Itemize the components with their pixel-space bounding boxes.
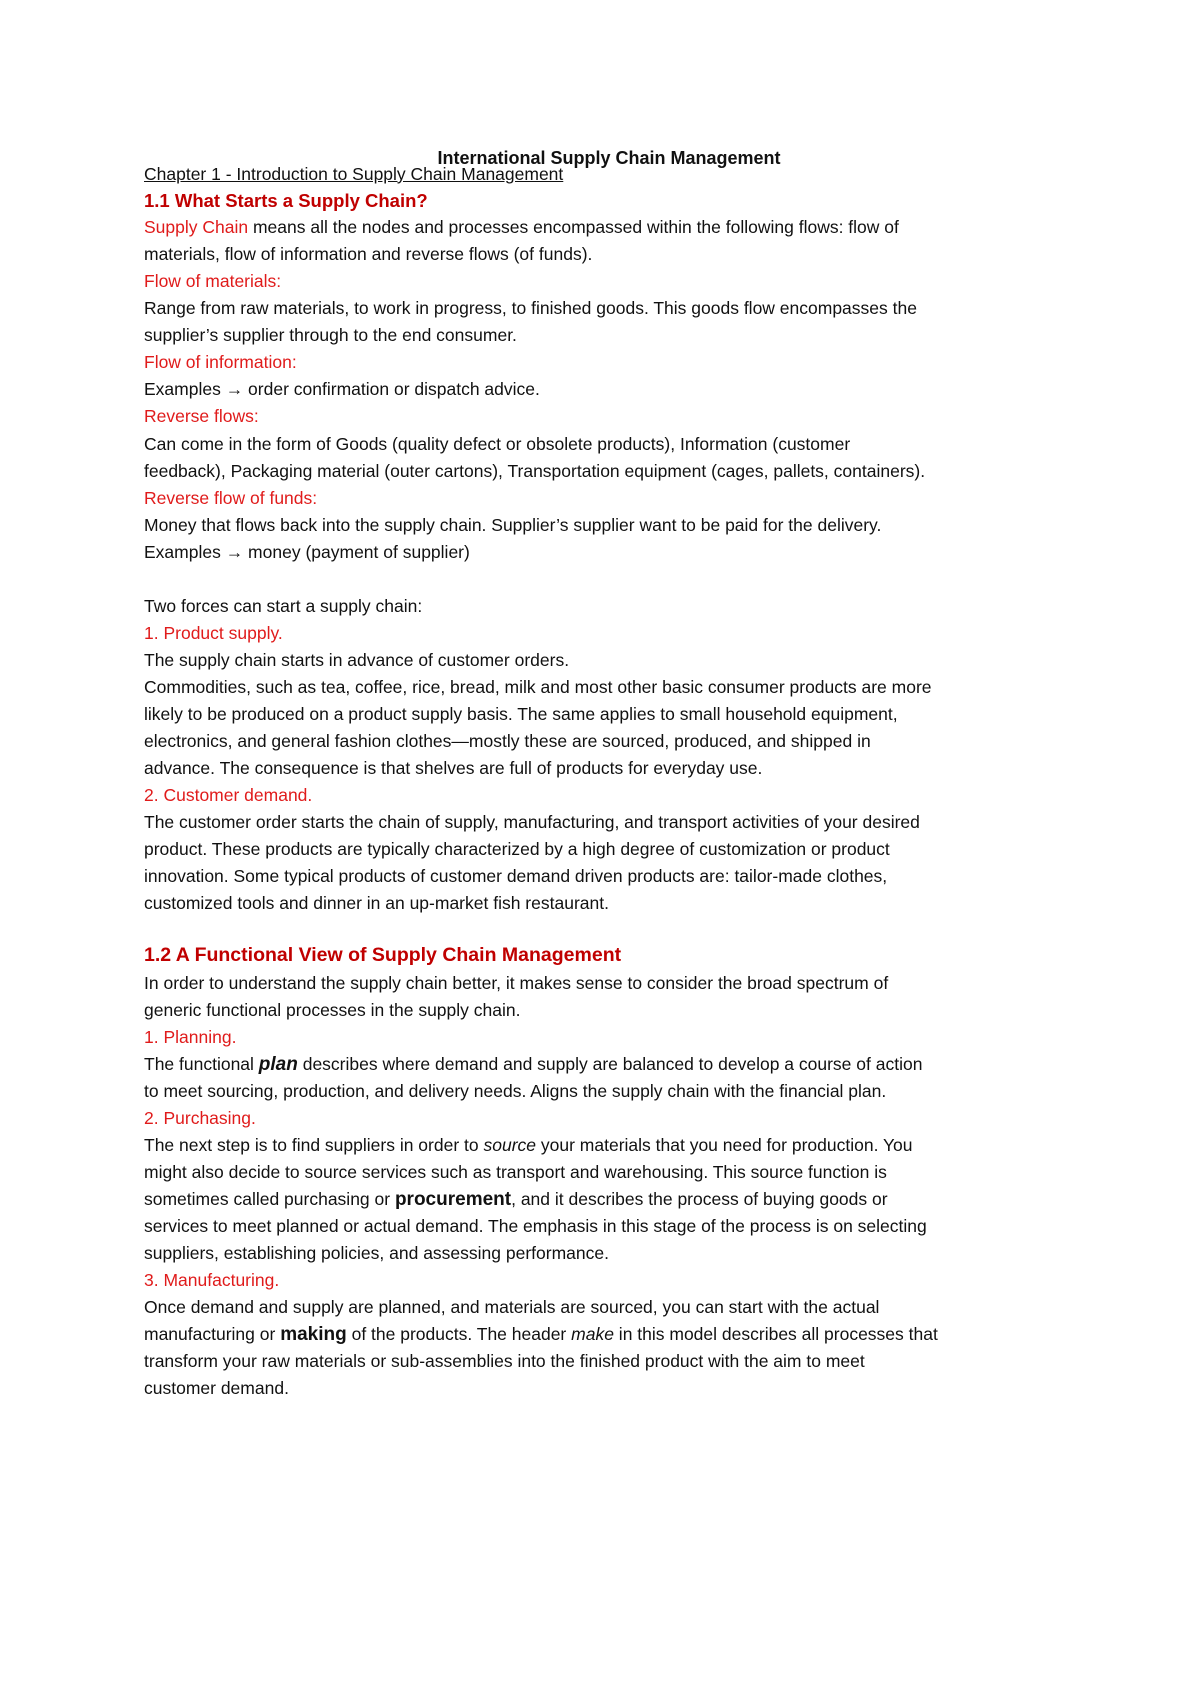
section-1-2-heading: 1.2 A Functional View of Supply Chain Management bbox=[144, 944, 622, 966]
section-1-1-heading: 1.1 What Starts a Supply Chain? bbox=[144, 190, 428, 211]
paragraph-line bbox=[144, 1320, 938, 1349]
paragraph-line bbox=[144, 1131, 913, 1160]
text-run: The functional bbox=[144, 1054, 259, 1074]
paragraph-line: Examples → order confirmation or dispatch advice. bbox=[144, 379, 540, 399]
purchasing-label: 2. Purchasing. bbox=[144, 1108, 256, 1128]
customer-demand-label: 2. Customer demand. bbox=[144, 785, 313, 805]
paragraph-line: innovation. Some typical products of customer demand driven products are: tailor-made clothes, bbox=[144, 866, 888, 886]
text-run: The next step is to find suppliers in order to bbox=[144, 1135, 484, 1155]
text-run: manufacturing or bbox=[144, 1324, 281, 1344]
paragraph-line: Can come in the form of Goods (quality defect or obsolete products), Information (customer bbox=[144, 434, 851, 454]
paragraph-line: Once demand and supply are planned, and materials are sourced, you can start with the actual bbox=[144, 1297, 880, 1317]
paragraph-line: transform your raw materials or sub-assemblies into the finished product with the aim to meet bbox=[144, 1351, 865, 1371]
emphasis-procurement: procurement bbox=[394, 1189, 512, 1210]
emphasis-source: source bbox=[483, 1135, 537, 1155]
supply-chain-term: Supply Chain bbox=[144, 217, 249, 237]
reverse-flows-label: Reverse flows: bbox=[144, 406, 259, 426]
paragraph-line: to meet sourcing, production, and delivery needs. Aligns the supply chain with the financial plan. bbox=[144, 1081, 887, 1101]
paragraph-line: The customer order starts the chain of supply, manufacturing, and transport activities of your desired bbox=[144, 812, 920, 832]
paragraph-line: generic functional processes in the supply chain. bbox=[144, 1000, 521, 1020]
paragraph-line: customized tools and dinner in an up-market fish restaurant. bbox=[144, 893, 609, 913]
paragraph-line: services to meet planned or actual demand. The emphasis in this stage of the process is on selecting bbox=[144, 1216, 927, 1236]
paragraph-line: likely to be produced on a product supply basis. The same applies to small household equipment, bbox=[144, 704, 898, 724]
paragraph-line: Range from raw materials, to work in progress, to finished goods. This goods flow encompasses the bbox=[144, 298, 917, 318]
paragraph-line: In order to understand the supply chain better, it makes sense to consider the broad spectrum of bbox=[144, 973, 889, 993]
paragraph-line: supplier’s supplier through to the end consumer. bbox=[144, 325, 517, 345]
paragraph-line: Commodities, such as tea, coffee, rice, bread, milk and most other basic consumer products are more bbox=[144, 677, 932, 697]
emphasis-make: make bbox=[571, 1324, 614, 1344]
paragraph-line: electronics, and general fashion clothes—mostly these are sourced, produced, and shipped in bbox=[144, 731, 871, 751]
supply-chain-definition bbox=[144, 213, 899, 242]
paragraph-line: feedback), Packaging material (outer cartons), Transportation equipment (cages, pallets, containers). bbox=[144, 461, 926, 481]
emphasis-making: making bbox=[280, 1324, 347, 1345]
paragraph-line: Money that flows back into the supply chain. Supplier’s supplier want to be paid for the delivery. bbox=[144, 515, 882, 535]
flow-information-label: Flow of information: bbox=[144, 352, 297, 372]
flow-materials-label: Flow of materials: bbox=[144, 271, 282, 291]
product-supply-label: 1. Product supply. bbox=[144, 623, 283, 643]
document-title: International Supply Chain Management bbox=[437, 148, 781, 168]
paragraph-line: The supply chain starts in advance of customer orders. bbox=[144, 650, 570, 670]
text-run: your materials that you need for production. You bbox=[536, 1135, 913, 1155]
text-run: in this model describes all processes that bbox=[613, 1324, 938, 1344]
reverse-funds-label: Reverse flow of funds: bbox=[144, 488, 318, 508]
paragraph-line: materials, flow of information and reverse flows (of funds). bbox=[144, 244, 593, 264]
paragraph-line: customer demand. bbox=[144, 1378, 289, 1398]
emphasis-plan: plan bbox=[258, 1054, 298, 1075]
text-run: describes where demand and supply are balanced to develop a course of action bbox=[297, 1054, 923, 1074]
chapter-heading: Chapter 1 - Introduction to Supply Chain Management bbox=[144, 164, 564, 184]
paragraph-line bbox=[144, 1050, 922, 1079]
paragraph-line: suppliers, establishing policies, and assessing performance. bbox=[144, 1243, 609, 1263]
paragraph-line: might also decide to source services such as transport and warehousing. This source function is bbox=[144, 1162, 887, 1182]
planning-label: 1. Planning. bbox=[144, 1027, 237, 1047]
paragraph-line: product. These products are typically characterized by a high degree of customization or product bbox=[144, 839, 890, 859]
supply-chain-definition-text: means all the nodes and processes encompassed within the following flows: flow of bbox=[248, 217, 899, 237]
paragraph-line: Two forces can start a supply chain: bbox=[144, 596, 423, 616]
text-run: of the products. The header bbox=[346, 1324, 572, 1344]
paragraph-line: Examples → money (payment of supplier) bbox=[144, 542, 470, 562]
text-run: sometimes called purchasing or bbox=[144, 1189, 395, 1209]
paragraph-line bbox=[144, 1185, 888, 1214]
text-run: , and it describes the process of buying goods or bbox=[511, 1189, 888, 1209]
manufacturing-label: 3. Manufacturing. bbox=[144, 1270, 280, 1290]
paragraph-line: advance. The consequence is that shelves are full of products for everyday use. bbox=[144, 758, 763, 778]
